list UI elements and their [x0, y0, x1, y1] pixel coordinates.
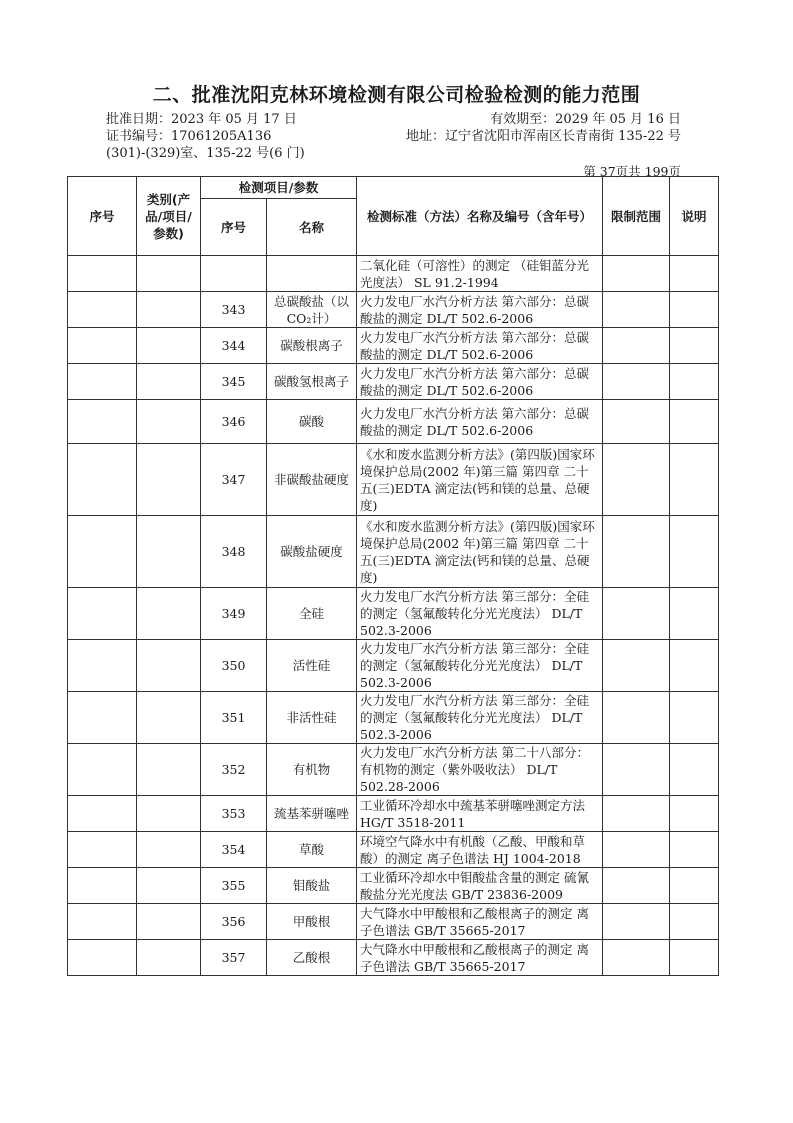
row-category [137, 256, 201, 292]
row-category [137, 904, 201, 940]
table-row [68, 588, 719, 640]
row-note [670, 744, 719, 796]
row-limit [603, 328, 670, 364]
row-item-name: 甲酸根 [267, 904, 357, 940]
row-item-no: 347 [201, 444, 267, 516]
table-row [68, 640, 719, 692]
row-item-no: 349 [201, 588, 267, 640]
row-note [670, 692, 719, 744]
row-standard: 二氧化硅（可溶性）的测定 （硅钼蓝分光光度法） SL 91.2-1994 [357, 256, 603, 292]
table-row [68, 364, 719, 400]
table-row [68, 444, 719, 516]
table-row [68, 904, 719, 940]
row-category [137, 444, 201, 516]
row-seq [68, 256, 137, 292]
row-item-name: 碳酸氢根离子 [267, 364, 357, 400]
header-items-group: 检测项目/参数 [201, 177, 357, 199]
page-number: 第 37页共 199页 [583, 164, 681, 179]
table-row [68, 868, 719, 904]
row-item-name: 乙酸根 [267, 940, 357, 976]
row-category [137, 796, 201, 832]
address-continued: (301)-(329)室、135-22 号(6 门) [106, 146, 305, 161]
row-standard: 环境空气降水中有机酸（乙酸、甲酸和草酸）的测定 离子色谱法 HJ 1004-2018 [357, 832, 603, 868]
row-note [670, 364, 719, 400]
row-limit [603, 744, 670, 796]
row-item-no [201, 256, 267, 292]
row-limit [603, 940, 670, 976]
row-note [670, 904, 719, 940]
row-standard: 火力发电厂水汽分析方法 第三部分：全硅的测定（氢氟酸转化分光光度法） DL/T 502.3-2006 [357, 692, 603, 744]
row-category [137, 364, 201, 400]
row-seq [68, 744, 137, 796]
row-note [670, 940, 719, 976]
row-seq [68, 940, 137, 976]
row-item-no: 343 [201, 292, 267, 328]
address: 地址：辽宁省沈阳市浑南区长青南街 135-22 号 [405, 129, 681, 144]
row-standard: 火力发电厂水汽分析方法 第六部分：总碳酸盐的测定 DL/T 502.6-2006 [357, 292, 603, 328]
row-limit [603, 400, 670, 444]
table-row [68, 516, 719, 588]
row-limit [603, 364, 670, 400]
table-row [68, 832, 719, 868]
row-category [137, 692, 201, 744]
row-note [670, 868, 719, 904]
row-seq [68, 904, 137, 940]
row-standard: 《水和废水监测分析方法》(第四版)国家环境保护总局(2002 年)第三篇 第四章 二十五(三)EDTA 滴定法(钙和镁的总量、总硬度) [357, 516, 603, 588]
row-category [137, 516, 201, 588]
row-category [137, 868, 201, 904]
row-note [670, 640, 719, 692]
row-standard: 大气降水中甲酸根和乙酸根离子的测定 离子色谱法 GB/T 35665-2017 [357, 940, 603, 976]
row-limit [603, 444, 670, 516]
row-seq [68, 364, 137, 400]
header-standard: 检测标准（方法）名称及编号（含年号） [357, 177, 603, 256]
header-seq: 序号 [68, 177, 137, 256]
table-row [68, 744, 719, 796]
row-limit [603, 292, 670, 328]
table-row [68, 692, 719, 744]
row-standard: 大气降水中甲酸根和乙酸根离子的测定 离子色谱法 GB/T 35665-2017 [357, 904, 603, 940]
row-standard: 《水和废水监测分析方法》(第四版)国家环境保护总局(2002 年)第三篇 第四章 二十五(三)EDTA 滴定法(钙和镁的总量、总硬度) [357, 444, 603, 516]
row-note [670, 400, 719, 444]
table-row [68, 256, 719, 292]
row-seq [68, 832, 137, 868]
approval-date: 批准日期：2023 年 05 月 17 日 [106, 112, 297, 127]
row-category [137, 640, 201, 692]
row-note [670, 256, 719, 292]
row-standard: 火力发电厂水汽分析方法 第六部分：总碳酸盐的测定 DL/T 502.6-2006 [357, 400, 603, 444]
row-limit [603, 796, 670, 832]
row-item-name: 巯基苯骈噻唑 [267, 796, 357, 832]
row-standard: 火力发电厂水汽分析方法 第三部分：全硅的测定（氢氟酸转化分光光度法） DL/T 502.3-2006 [357, 588, 603, 640]
header-category: 类别(产品/项目/参数) [137, 177, 201, 256]
row-limit [603, 516, 670, 588]
row-item-no: 354 [201, 832, 267, 868]
table-row [68, 940, 719, 976]
row-item-no: 351 [201, 692, 267, 744]
table-row [68, 328, 719, 364]
row-limit [603, 868, 670, 904]
row-seq [68, 692, 137, 744]
row-limit [603, 588, 670, 640]
row-note [670, 444, 719, 516]
row-item-no: 357 [201, 940, 267, 976]
row-note [670, 292, 719, 328]
capability-table [67, 176, 719, 976]
row-seq [68, 588, 137, 640]
row-item-name: 活性硅 [267, 640, 357, 692]
row-seq [68, 400, 137, 444]
header-item-no: 序号 [201, 199, 267, 256]
header-limit: 限制范围 [603, 177, 670, 256]
valid-until: 有效期至：2029 年 05 月 16 日 [490, 112, 681, 127]
row-item-no: 344 [201, 328, 267, 364]
row-category [137, 744, 201, 796]
row-item-name: 有机物 [267, 744, 357, 796]
row-item-no: 353 [201, 796, 267, 832]
row-category [137, 292, 201, 328]
row-standard: 火力发电厂水汽分析方法 第二十八部分：有机物的测定（紫外吸收法） DL/T 502.28-2006 [357, 744, 603, 796]
header-note: 说明 [670, 177, 719, 256]
row-item-name: 非活性硅 [267, 692, 357, 744]
page-title: 二、批准沈阳克林环境检测有限公司检验检测的能力范围 [152, 84, 641, 106]
row-item-no: 345 [201, 364, 267, 400]
row-item-name: 全硅 [267, 588, 357, 640]
header-item-name: 名称 [267, 199, 357, 256]
row-category [137, 832, 201, 868]
row-item-name: 非碳酸盐硬度 [267, 444, 357, 516]
table-row [68, 400, 719, 444]
row-item-no: 356 [201, 904, 267, 940]
row-item-no: 350 [201, 640, 267, 692]
row-category [137, 400, 201, 444]
row-item-no: 348 [201, 516, 267, 588]
table-row [68, 292, 719, 328]
row-note [670, 588, 719, 640]
row-item-no: 355 [201, 868, 267, 904]
row-item-no: 352 [201, 744, 267, 796]
row-item-name: 碳酸根离子 [267, 328, 357, 364]
row-standard: 火力发电厂水汽分析方法 第六部分：总碳酸盐的测定 DL/T 502.6-2006 [357, 328, 603, 364]
row-limit [603, 640, 670, 692]
table-row [68, 796, 719, 832]
row-note [670, 796, 719, 832]
cert-number: 证书编号：17061205A136 [106, 129, 272, 144]
row-limit [603, 832, 670, 868]
row-note [670, 832, 719, 868]
row-item-no: 346 [201, 400, 267, 444]
row-seq [68, 292, 137, 328]
row-item-name: 总碳酸盐（以CO₂计） [267, 292, 357, 328]
row-category [137, 328, 201, 364]
row-item-name: 碳酸 [267, 400, 357, 444]
row-standard: 火力发电厂水汽分析方法 第六部分：总碳酸盐的测定 DL/T 502.6-2006 [357, 364, 603, 400]
row-seq [68, 516, 137, 588]
row-note [670, 328, 719, 364]
row-standard: 火力发电厂水汽分析方法 第三部分：全硅的测定（氢氟酸转化分光光度法） DL/T 502.3-2006 [357, 640, 603, 692]
row-standard: 工业循环冷却水中巯基苯骈噻唑测定方法 HG/T 3518-2011 [357, 796, 603, 832]
row-seq [68, 868, 137, 904]
row-note [670, 516, 719, 588]
row-item-name: 钼酸盐 [267, 868, 357, 904]
row-seq [68, 444, 137, 516]
row-item-name [267, 256, 357, 292]
row-limit [603, 256, 670, 292]
row-seq [68, 640, 137, 692]
row-limit [603, 692, 670, 744]
row-seq [68, 328, 137, 364]
row-limit [603, 904, 670, 940]
row-standard: 工业循环冷却水中钼酸盐含量的测定 硫氰酸盐分光光度法 GB/T 23836-2009 [357, 868, 603, 904]
row-item-name: 碳酸盐硬度 [267, 516, 357, 588]
row-item-name: 草酸 [267, 832, 357, 868]
row-seq [68, 796, 137, 832]
row-category [137, 940, 201, 976]
row-category [137, 588, 201, 640]
